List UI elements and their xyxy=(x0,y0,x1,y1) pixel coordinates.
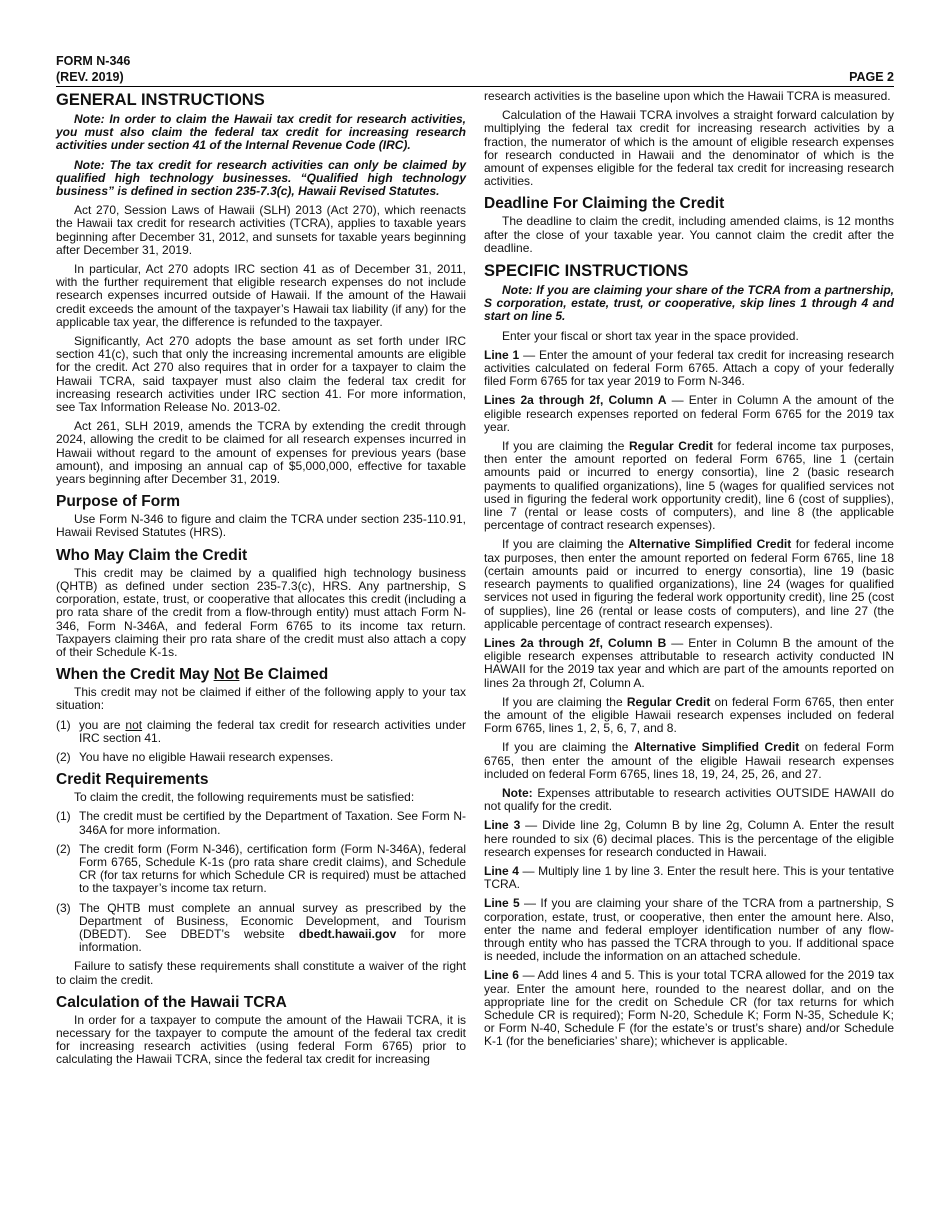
list-text: The credit must be certified by the Department of Taxation. See Form N-346A for more information. xyxy=(79,809,466,837)
outside-hawaii-note xyxy=(484,787,894,813)
line-4-instruction xyxy=(484,865,894,891)
heading-part: Be Claimed xyxy=(239,666,329,684)
line-label: Line 1 xyxy=(484,347,520,362)
text-part: on federal Form 6765, then enter the amount of the eligible Hawaii research expenses included on federal Form 6765, lines 18, 19, 24, 25, 26, and 27. xyxy=(484,740,894,781)
alternative-credit-hawaii-paragraph xyxy=(484,741,894,781)
note-label: Note: xyxy=(502,785,533,800)
note-federal-credit: Note: In order to claim the Hawaii tax credit for research activities, you must also claim the federal tax credit for increasing research activities under section 41 of the Internal Revenue Code (IRC). xyxy=(56,112,466,153)
when-not-claimed-text: This credit may not be claimed if either of the following apply to your tax situation: xyxy=(56,685,466,713)
list-item xyxy=(56,902,466,955)
paragraph-base-amount: Significantly, Act 270 adopts the base amount as set forth under IRC section 41(c), such that only the increasing incremental amounts are eligible for the credit. Act 270 also requires that in order for a taxpayer to claim the Hawaii TCRA, said taxpayer must also claim the federal tax credit for increasing research activities under IRC section 41. For more information, see Tax Information Release No. 2013-02. xyxy=(56,334,466,415)
heading-part: When the Credit May xyxy=(56,666,214,684)
deadline-heading: Deadline For Claiming the Credit xyxy=(484,195,725,213)
text-part: for federal income tax purposes, then enter the amount reported on federal Form 6765, line 18 (certain amounts paid or incurred to energy consortia), line 19 (basic research payments to qualified organizations), line 24 (wages for qualified services not used in figuring the federal work opportunity credit), line 25 (cost of supplies), line 26 (rental or lease costs of computers), and line 27 (the applicable percentage of contract research expenses). xyxy=(484,537,894,631)
list-number: (1) xyxy=(56,717,71,732)
list-text: You have no eligible Hawaii research expenses. xyxy=(79,749,334,764)
heading-underlined: Not xyxy=(213,666,240,684)
calculation-heading: Calculation of the Hawaii TCRA xyxy=(56,993,287,1011)
list-number: (3) xyxy=(56,900,71,915)
specific-instructions-heading: SPECIFIC INSTRUCTIONS xyxy=(484,262,689,281)
when-not-claimed-heading xyxy=(56,665,466,684)
paragraph-act261: Act 261, SLH 2019, amends the TCRA by extending the credit through 2024, allowing the credit to be claimed for all research expenses incurred in Hawaii without regard to the amount of expenses for previous years (base amount), and imposing an annual cap of $5,000,000, effective for taxable years beginning after December 31, 2019. xyxy=(56,419,466,487)
list-item xyxy=(56,751,466,764)
line-6-instruction xyxy=(484,969,894,1048)
text-bold: Regular Credit xyxy=(629,439,713,454)
text-part: The QHTB must complete an annual survey as prescribed by the Department of Business, Economic Development, and Tourism (DBEDT). See DBEDT’s website xyxy=(79,900,466,941)
text-part: for federal income tax purposes, then enter the amount reported on federal Form 6765, line 1 (certain amounts paid or incurred to energy consortia), line 2 (basic research payments to qualified organizations), line 5 (wages for qualified services not used in figuring the federal work opportunity credit), line 6 (cost of supplies), line 7 (rental or lease costs of computers), and line 8 (the applicable percentage of contract research expenses). xyxy=(484,439,894,533)
line-text: — Add lines 4 and 5. This is your total TCRA allowed for the 2019 tax year. Enter the amount here, rounded to the nearest dollar, and on the appropriate line for the credit on Schedule CR (for tax returns for which Schedule CR is required); Form N-20, Schedule K; Form N-35, Schedule K; or Form N-40, Schedule F (for the estate’s or trust’s share) and/or Schedule K-1 (for the beneficiaries’ share); whichever is applicable. xyxy=(484,968,894,1049)
note-qhtb: Note: The tax credit for research activities can only be claimed by qualified high technology businesses. “Qualified high technology business” is defined in section 235-7.3(c), Hawaii Revised Statutes. xyxy=(56,157,466,199)
list-text xyxy=(79,902,466,955)
list-number: (2) xyxy=(56,749,71,764)
line-label: Line 6 xyxy=(484,968,519,983)
text-part: you are xyxy=(79,717,126,732)
line-text: — Divide line 2g, Column B by line 2g, Column A. Enter the result here rounded to six (6) decimal places. This is the percentage of the eligible research expenses for research conducted in Hawaii. xyxy=(484,818,894,859)
right-column xyxy=(484,90,894,1055)
line-5-instruction xyxy=(484,897,894,963)
left-column xyxy=(56,90,466,1073)
calculation-paragraph-2: Calculation of the Hawaii TCRA involves a straight forward calculation by multiplying the federal tax credit for increasing research activities by a fraction, the numerator of which is the amount of eligible research expenses for research conducted in Hawaii and the denominator of which is the amount of expenses eligible for the federal tax credit for increasing research activities. xyxy=(484,108,894,189)
text-part: If you are claiming the xyxy=(502,694,627,709)
line-label: Line 5 xyxy=(484,896,520,911)
who-may-claim-text: This credit may be claimed by a qualified high technology business (QHTB) as defined under section 235-7.3(c), HRS. Any partnership, S corporation, estate, trust, or cooperative that allocates this credit (including a pro rata share of the credit from a flow-through entity) must attach Form N-346, Form N-346A, and federal Form 6765 to its income tax return. Taxpayers claiming their pro rata share of the credit must also attach a copy of their Schedule K-1s. xyxy=(56,565,466,659)
requirements-failure-text: Failure to satisfy these requirements shall constitute a waiver of the right to claim the credit. xyxy=(56,959,466,987)
paragraph-act270: Act 270, Session Laws of Hawaii (SLH) 2013 (Act 270), which reenacts the Hawaii tax credit for research activities (TCRA), applies to taxable years beginning after December 31, 2012, and sunsets for taxable years beginning after December 31, 2019. xyxy=(56,203,466,257)
text-part: on federal Form 6765, then enter the amount of the eligible Hawaii research expenses included on federal Form 6765, lines 1, 2, 5, 6, 7, and 8. xyxy=(484,694,894,736)
page-number: PAGE 2 xyxy=(849,70,894,84)
list-item xyxy=(56,843,466,896)
line-text: — Enter in Column A the amount of the eligible research expenses reported on federal Form 6765 for the 2019 tax year. xyxy=(484,393,894,434)
fiscal-year-text: Enter your fiscal or short tax year in the space provided. xyxy=(502,328,799,343)
list-text: The credit form (Form N-346), certification form (Form N-346A), federal Form 6765, Schedule K-1s (pro rata share credit claims), and Schedule CR (for tax returns for which Schedule CR is required) must be attached to the taxpayer’s income tax return. xyxy=(79,841,466,896)
general-instructions-heading: GENERAL INSTRUCTIONS xyxy=(56,91,265,109)
line-label: Lines 2a through 2f, Column B xyxy=(484,635,667,650)
regular-credit-paragraph xyxy=(484,440,894,532)
regular-credit-hawaii-paragraph xyxy=(484,696,894,736)
list-number: (1) xyxy=(56,809,71,824)
text-part: If you are claiming the xyxy=(502,740,634,755)
text-bold: Alternative Simplified Credit xyxy=(628,537,792,552)
note-text: Expenses attributable to research activities OUTSIDE HAWAII do not qualify for the credit. xyxy=(484,785,894,814)
who-may-claim-heading: Who May Claim the Credit xyxy=(56,546,248,564)
dbedt-website: dbedt.hawaii.gov xyxy=(298,926,397,941)
form-header xyxy=(56,53,130,85)
text-part: If you are claiming the xyxy=(502,537,629,552)
deadline-text: The deadline to claim the credit, including amended claims, is 12 months after the close of your taxable year. You cannot claim the credit after the deadline. xyxy=(484,214,894,255)
alternative-credit-paragraph xyxy=(484,538,894,630)
line-text: — Enter in Column B the amount of the eligible research expenses attributable to research activity conducted IN HAWAII for the 2019 tax year and which are part of the amounts reported on lines 2a through 2f, Column A. xyxy=(484,635,894,690)
line-1-instruction xyxy=(484,349,894,389)
header-divider xyxy=(56,86,894,87)
text-bold: Alternative Simplified Credit xyxy=(633,740,800,755)
text-part: If you are claiming the xyxy=(502,439,630,454)
line-label: Line 3 xyxy=(484,818,521,833)
purpose-heading: Purpose of Form xyxy=(56,493,181,511)
calculation-text-continued: research activities is the baseline upon which the Hawaii TCRA is measured. xyxy=(484,89,891,103)
text-part: claiming the federal tax credit for research activities under IRC section 41. xyxy=(79,717,466,745)
line-label: Lines 2a through 2f, Column A xyxy=(484,393,667,408)
list-item xyxy=(56,810,466,836)
line-text: — If you are claiming your share of the TCRA from a partnership, S corporation, estate, trust, or cooperative, then enter the amount here. Also, enter the name and federal employer identification number of any flow-through entity who has passed the TCRA through to you. If additional space is needed, include the information on an attached schedule. xyxy=(484,896,894,964)
calculation-text: In order for a taxpayer to compute the amount of the Hawaii TCRA, it is necessary for the taxpayer to compute the amount of the federal tax credit for increasing research activities (using federal Form 6765) prior to calculating the Hawaii TCRA, since the federal tax credit for increasing xyxy=(56,1012,466,1067)
credit-requirements-text: To claim the credit, the following requirements must be satisfied: xyxy=(74,790,415,805)
text-part: for more information. xyxy=(79,926,466,955)
line-3-instruction xyxy=(484,819,894,859)
note-flow-through: Note: If you are claiming your share of the TCRA from a partnership, S corporation, estate, trust, or cooperative, skip lines 1 through 4 and start on line 5. xyxy=(484,283,894,324)
line-2a-column-a-instruction xyxy=(484,394,894,434)
list-number: (2) xyxy=(56,841,71,856)
list-item xyxy=(56,719,466,745)
line-text: — Multiply line 1 by line 3. Enter the result here. This is your tentative TCRA. xyxy=(484,863,894,892)
credit-requirements-heading: Credit Requirements xyxy=(56,771,209,789)
purpose-text: Use Form N-346 to figure and claim the TCRA under section 235-110.91, Hawaii Revised Statutes (HRS). xyxy=(56,512,466,540)
line-2a-column-b-instruction xyxy=(484,637,894,690)
text-underlined: not xyxy=(125,717,143,732)
form-number: FORM N-346 xyxy=(56,54,131,68)
line-label: Line 4 xyxy=(484,863,519,878)
paragraph-irc41: In particular, Act 270 adopts IRC section 41 as of December 31, 2011, with the further requirement that eligible research expenses do not include research expenses incurred outside of Hawaii. If the amount of the Hawaii credit exceeds the amount of the taxpayer’s Hawaii tax liability (if any) for the applicable tax year, the difference is refunded to the taxpayer. xyxy=(56,262,466,329)
text-bold: Regular Credit xyxy=(626,694,711,709)
form-revision: (REV. 2019) xyxy=(56,70,124,84)
line-text: — Enter the amount of your federal tax credit for increasing research activities calculated on federal Form 6765. Attach a copy of your federally filed Form 6765 for tax year 2019 to Form N-346. xyxy=(484,347,894,389)
list-text xyxy=(79,719,466,745)
